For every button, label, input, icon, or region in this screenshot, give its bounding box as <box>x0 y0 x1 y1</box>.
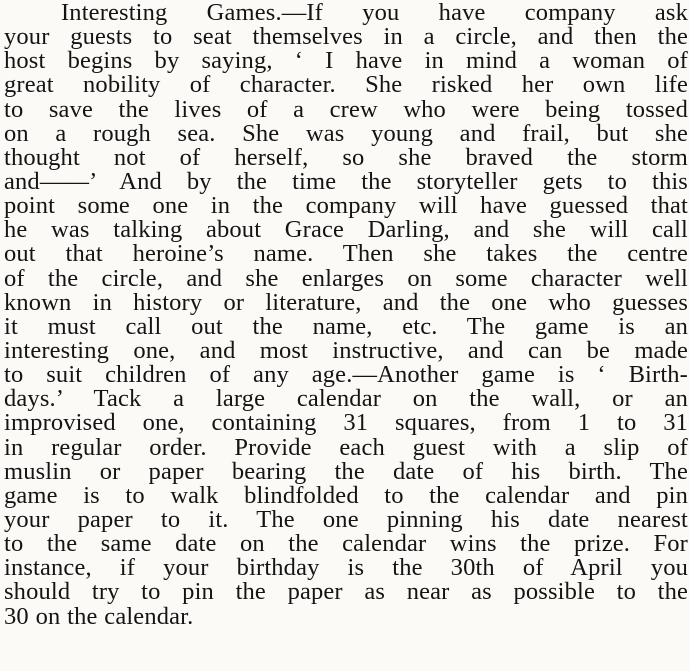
text-line: should try to pin the paper as near as possible to the <box>4 578 688 606</box>
text-line: Interesting Games.—If you have company ask <box>61 0 688 26</box>
text-line: host begins by saying, ‘ I have in mind a woman of <box>4 47 688 75</box>
text-line: great nobility of character. She risked her own life <box>4 71 688 99</box>
text-line: game is to walk blindfolded to the calendar and pin <box>4 481 688 509</box>
text-line: interesting one, and most instructive, and can be made <box>4 336 688 364</box>
text-line: and——’ And by the time the storyteller gets to this <box>4 167 688 195</box>
text-line: known in history or literature, and the one who guesses <box>4 288 688 316</box>
text-line: to save the lives of a crew who were being tossed <box>4 95 688 123</box>
text-line: of the circle, and she enlarges on some character well <box>4 264 688 292</box>
text-line: on a rough sea. She was young and frail, but she <box>4 119 688 147</box>
text-line: muslin or paper bearing the date of his birth. The <box>4 457 688 485</box>
text-line: it must call out the name, etc. The game is an <box>4 312 688 340</box>
text-line: to the same date on the calendar wins the prize. For <box>4 530 688 558</box>
text-line: to suit children of any age.—Another game is ‘ Birth- <box>4 361 688 389</box>
text-line: in regular order. Provide each guest with a slip of <box>4 433 688 461</box>
text-line: out that heroine’s name. Then she takes the centre <box>4 240 688 268</box>
article-paragraph <box>4 1 688 629</box>
text-line: he was talking about Grace Darling, and she will call <box>4 216 688 244</box>
text-line: days.’ Tack a large calendar on the wall, or an <box>4 385 688 413</box>
text-line: 30 on the calendar. <box>4 602 194 630</box>
text-line: your paper to it. The one pinning his date nearest <box>4 505 688 533</box>
text-line: instance, if your birthday is the 30th of April you <box>4 554 688 582</box>
text-line: your guests to seat themselves in a circle, and then the <box>4 23 688 51</box>
text-line: improvised one, containing 31 squares, from 1 to 31 <box>4 409 688 437</box>
text-line: thought not of herself, so she braved the storm <box>4 143 688 171</box>
text-line: point some one in the company will have guessed that <box>4 192 688 220</box>
